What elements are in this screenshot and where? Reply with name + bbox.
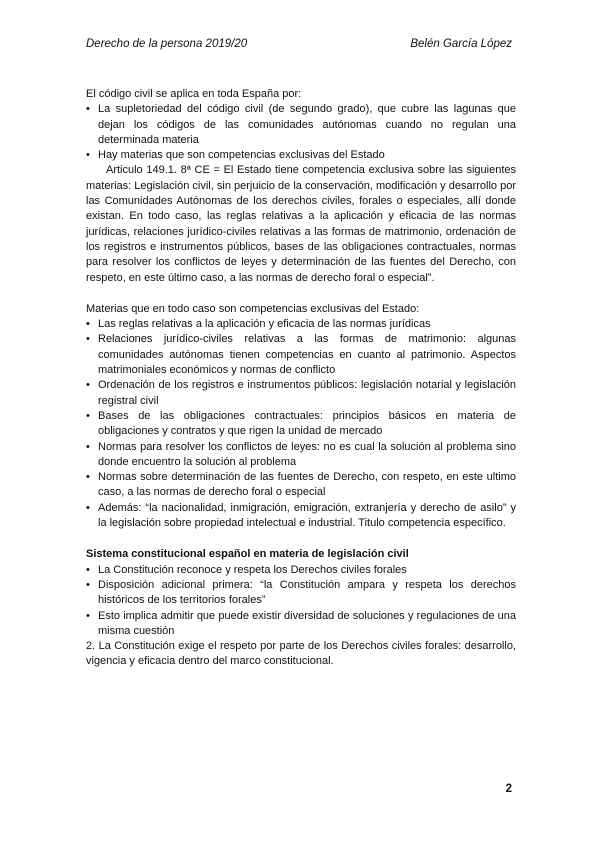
- document-body: [86, 87, 516, 670]
- section2-list: [86, 317, 516, 531]
- list-item: • La Constitución reconoce y respeta los Derechos civiles forales: [86, 563, 516, 578]
- article-quote: Articulo 149.1. 8ª CE = El Estado tiene competencia exclusiva sobre las siguientes materias: Legislación civil, sin perjuicio de la conservación, modificación y desarrollo por las Comunidades Autónomas de los derechos civiles, forales o especiales, allí donde existan. En todo caso, las reglas relativas a la aplicación y eficacia de las normas jurídicas, relaciones jurídico-civiles relativas a las formas de matrimonio, ordenación de los registros e instrumentos públicos, bases de las obligaciones contractuales, normas para resolver los conflictos de leyes y determinación de las fuentes del Derecho, con respeto, en este último caso, a las normas de derecho foral o especial”.: [86, 164, 516, 284]
- header-course-title: Derecho de la persona 2019/20: [86, 38, 248, 50]
- numbered-item: 2. La Constitución exige el respeto por parte de los Derechos civiles forales: desarrollo, vigencia y eficacia dentro del marco constitucional.: [86, 640, 516, 668]
- section1-intro: El código civil se aplica en toda España por:: [86, 88, 302, 100]
- section3-list: [86, 563, 516, 639]
- list-item: • Bases de las obligaciones contractuales: principios básicos en materia de obligaciones y contratos y que rigen la unidad de mercado: [86, 409, 516, 440]
- list-item: • Además: “la nacionalidad, inmigración, emigración, extranjería y derecho de asilo” y la legislación sobre propiedad intelectual e industrial. Titulo competencia específico.: [86, 501, 516, 532]
- page-header: [86, 38, 512, 54]
- list-item: • Las reglas relativas a la aplicación y eficacia de las normas jurídicas: [86, 317, 516, 332]
- spacer: [86, 286, 516, 302]
- section1-list: [86, 102, 516, 163]
- header-author: Belén García López: [410, 38, 512, 50]
- list-item: • Ordenación de los registros e instrumentos públicos: legislación notarial y legislación registral civil: [86, 378, 516, 409]
- list-item: • Hay materias que son competencias exclusivas del Estado: [86, 148, 516, 163]
- spacer: [86, 531, 516, 547]
- list-item: • La supletoriedad del código civil (de segundo grado), que cubre las lagunas que dejan los códigos de las comunidades autónomas cuando no regulan una determinada materia: [86, 102, 516, 148]
- section3-title: Sistema constitucional español en materia de legislación civil: [86, 548, 409, 561]
- section2-intro: Materias que en todo caso son competencias exclusivas del Estado:: [86, 302, 420, 315]
- list-item: • Esto implica admitir que puede existir diversidad de soluciones y regulaciones de una misma cuestión: [86, 609, 516, 640]
- page-number: 2: [505, 783, 512, 795]
- list-item: • Normas para resolver los conflictos de leyes: no es cual la solución al problema sino donde encuentro la solución al problema: [86, 440, 516, 471]
- list-item: • Normas sobre determinación de las fuentes de Derecho, con respeto, en este ultimo caso, a las normas de derecho foral o especial: [86, 470, 516, 501]
- list-item: • Relaciones jurídico-civiles relativas a las formas de matrimonio: algunas comunidades autónomas tienen competencias en cuanto al patrimonio. Aspectos matrimoniales económicos y normas de conflicto: [86, 332, 516, 378]
- list-item: • Disposición adicional primera: “la Constitución ampara y respeta los derechos históricos de los territorios forales”: [86, 578, 516, 609]
